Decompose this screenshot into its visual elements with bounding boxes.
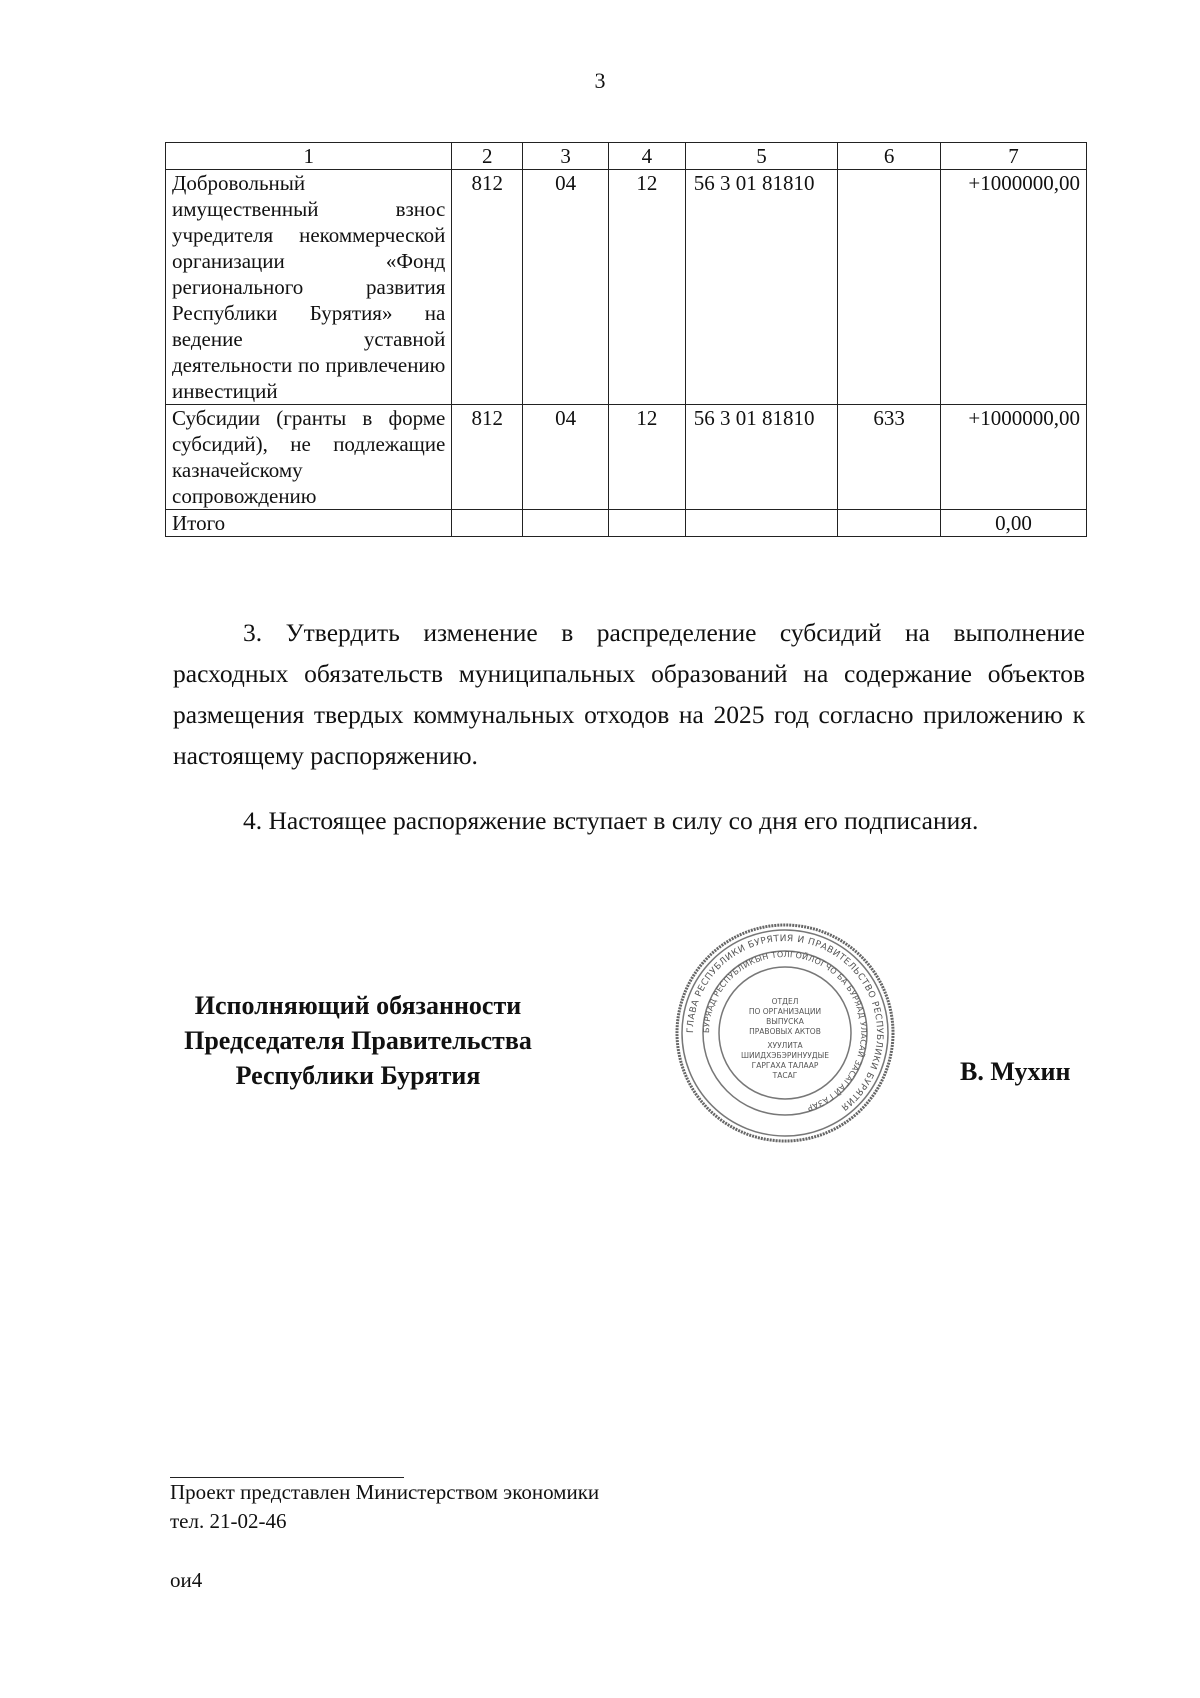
seal-center-line: ТАСАГ bbox=[772, 1071, 798, 1080]
seal-outer-ring-text: ГЛАВА РЕСПУБЛИКИ БУРЯТИЯ И ПРАВИТЕЛЬСТВО РЕСПУБЛИКИ БУРЯТИЯ bbox=[685, 933, 885, 1113]
document-code: ои4 bbox=[170, 1568, 203, 1592]
row-subsection-code: 12 bbox=[608, 405, 685, 510]
row-ministry-code: 812 bbox=[452, 170, 523, 405]
header-cell-6: 6 bbox=[838, 143, 941, 170]
row-target-code: 56 3 01 81810 bbox=[685, 405, 838, 510]
row-amount: +1000000,00 bbox=[941, 405, 1087, 510]
official-seal-stamp bbox=[670, 918, 900, 1148]
seal-center-line: ШИИДХЭБЭРИНУУДЫЕ bbox=[741, 1051, 829, 1060]
header-cell-2: 2 bbox=[452, 143, 523, 170]
header-cell-3: 3 bbox=[523, 143, 609, 170]
row-subsection-code: 12 bbox=[608, 170, 685, 405]
total-value: 0,00 bbox=[941, 510, 1087, 537]
row-section-code: 04 bbox=[523, 170, 609, 405]
seal-center-line: ПРАВОВЫХ АКТОВ bbox=[749, 1027, 821, 1036]
seal-center-line: ОТДЕЛ bbox=[771, 997, 799, 1006]
row-expense-type-code bbox=[838, 170, 941, 405]
row-section-code: 04 bbox=[523, 405, 609, 510]
footnote bbox=[170, 1478, 599, 1536]
signer-title-line: Исполняющий обязанности bbox=[194, 991, 522, 1020]
row-target-code: 56 3 01 81810 bbox=[685, 170, 838, 405]
row-ministry-code: 812 bbox=[452, 405, 523, 510]
budget-changes-table bbox=[165, 142, 1087, 537]
seal-center-line: ХУУЛИТА bbox=[767, 1041, 803, 1050]
total-empty-cell bbox=[452, 510, 523, 537]
signer-title-line: Республики Бурятия bbox=[235, 1061, 481, 1090]
total-empty-cell bbox=[838, 510, 941, 537]
header-cell-5: 5 bbox=[685, 143, 838, 170]
seal-center-line: ГАРГАХА ТАЛААР bbox=[751, 1061, 819, 1070]
header-cell-4: 4 bbox=[608, 143, 685, 170]
table-header-row bbox=[166, 143, 1087, 170]
total-empty-cell bbox=[685, 510, 838, 537]
seal-center-line: ПО ОРГАНИЗАЦИИ bbox=[748, 1007, 822, 1016]
row-name: Добровольный имущественный взнос учредителя некоммерческой организации «Фонд регионального развития Республики Бурятия» на ведение уставной деятельности по привлечению инвестиций bbox=[166, 170, 452, 405]
seal-center-line: ВЫПУСКА bbox=[766, 1017, 804, 1026]
signer-title bbox=[168, 988, 548, 1093]
seal-inner-ring-text: БУРЯАД РЕСПУБЛИКЫН ТОЛГОЙЛОГЧО БА БУРЯАД УЛАСАЙ ЗАСАГАЙ ГАЗАР bbox=[701, 949, 869, 1113]
table-total-row bbox=[166, 510, 1087, 537]
header-cell-7: 7 bbox=[941, 143, 1087, 170]
row-name: Субсидии (гранты в форме субсидий), не подлежащие казначейскому сопровождению bbox=[166, 405, 452, 510]
table-row bbox=[166, 405, 1087, 510]
total-empty-cell bbox=[608, 510, 685, 537]
footnote-phone: тел. 21-02-46 bbox=[170, 1509, 287, 1533]
footnote-line: Проект представлен Министерством экономики bbox=[170, 1480, 600, 1504]
signer-title-line: Председателя Правительства bbox=[184, 1026, 532, 1055]
signer-name: В. Мухин bbox=[960, 1057, 1071, 1086]
table-row bbox=[166, 170, 1087, 405]
header-cell-1: 1 bbox=[166, 143, 452, 170]
total-label: Итого bbox=[166, 510, 452, 537]
page-number: 3 bbox=[594, 68, 606, 93]
paragraph-3: 3. Утвердить изменение в распределение субсидий на выполнение расходных обязательств муниципальных образований на содержание объектов размещения твердых коммунальных отходов на 2025 год согласно приложению к настоящему распоряжению. bbox=[173, 618, 1085, 770]
paragraph-4: 4. Настоящее распоряжение вступает в силу со дня его подписания. bbox=[243, 806, 979, 835]
total-empty-cell bbox=[523, 510, 609, 537]
row-amount: +1000000,00 bbox=[941, 170, 1087, 405]
row-expense-type-code: 633 bbox=[838, 405, 941, 510]
